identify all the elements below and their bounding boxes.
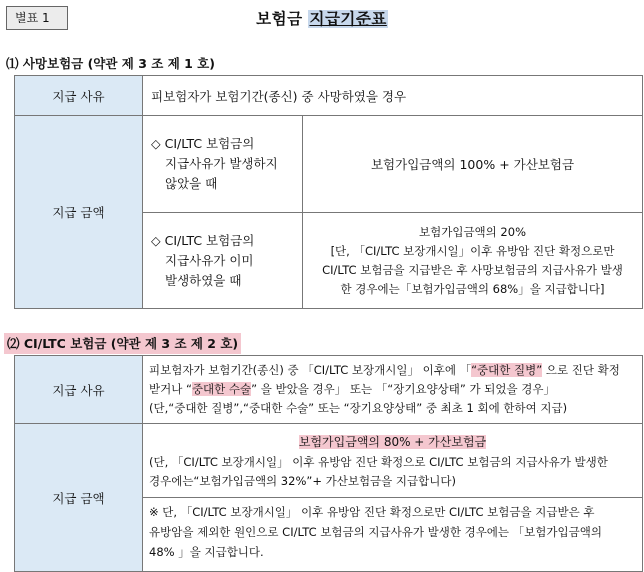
reason-label: 지급 사유 xyxy=(15,356,143,424)
reason-text xyxy=(143,356,643,424)
reason-line xyxy=(149,380,642,399)
highlight-critical-illness: “중대한 질병” xyxy=(471,363,543,377)
ci-ltc-benefit-table xyxy=(14,355,643,572)
amount-main: 보험가입금액의 80% + 가산보험금 xyxy=(298,435,487,449)
case2-cond-line: ◇ CI/LTC 보험금의 xyxy=(151,232,255,248)
case2-amount xyxy=(303,213,643,309)
reason-text: 피보험자가 보험기간(종신) 중 사망하였을 경우 xyxy=(143,76,643,116)
reason-text-part: ” 을 받았을 경우」 또는 「“장기요양상태” 가 되었을 경우」 xyxy=(251,382,555,396)
amount-label: 지급 금액 xyxy=(15,424,143,572)
title-prefix: 보험금 xyxy=(256,10,309,28)
case2-condition xyxy=(143,213,303,309)
case2-amount-line: 보험가입금액의 20% xyxy=(419,224,526,239)
title-highlight: 지급기준표 xyxy=(309,10,387,28)
reason-text-part: 으로 진단 확정 xyxy=(542,363,620,377)
footnote-line: 48% 」을 지급합니다. xyxy=(149,545,264,559)
reason-label: 지급 사유 xyxy=(15,76,143,116)
case1-cond-line: ◇ CI/LTC 보험금의 xyxy=(151,136,255,151)
reason-text-part: 피보험자가 보험기간(종신) 중 「CI/LTC 보장개시일」 이후에 「 xyxy=(149,363,472,377)
case1-condition xyxy=(143,116,303,213)
amount-note-line: (단, 「CI/LTC 보장개시일」 이후 유방암 진단 확정으로 CI/LTC 보험금의 지급사유가 발생한 xyxy=(149,455,608,469)
highlight-critical-surgery: 중대한 수술 xyxy=(191,382,252,396)
amount-label: 지급 금액 xyxy=(15,116,143,309)
case1-cond-line: 지급사유가 발생하지 xyxy=(165,156,278,171)
case1-amount: 보험가입금액의 100% + 가산보험금 xyxy=(303,116,643,213)
footnote-line: 유방암을 제외한 원인으로 CI/LTC 보험금의 지급사유가 발생한 경우에는 「보험가입금액의 xyxy=(149,525,602,539)
reason-line xyxy=(149,361,642,380)
case2-amount-line: [단, 「CI/LTC 보장개시일」이후 유방암 진단 확정으로만 xyxy=(330,243,615,258)
amount-note-line: 경우에는“보험가입금액의 32%”+ 가산보험금을 지급합니다) xyxy=(149,474,456,488)
reason-line: (단,“중대한 질병”,“중대한 수술” 또는 “장기요양상태” 중 최초 1 회에 한하여 지급) xyxy=(149,401,568,415)
case2-amount-line: 한 경우에는「보험가입금액의 68%」을 지급합니다] xyxy=(340,281,605,296)
case2-cond-line: 발생하였을 때 xyxy=(165,272,242,288)
footnote-line: ※ 단, 「CI/LTC 보장개시일」 이후 유방암 진단 확정으로만 CI/LTC 보험금을 지급받은 후 xyxy=(149,505,595,519)
death-benefit-table xyxy=(14,75,643,309)
case2-amount-line: CI/LTC 보험금을 지급받은 후 사망보험금의 지급사유가 발생 xyxy=(322,262,623,277)
case2-cond-line: 지급사유가 이미 xyxy=(165,252,254,268)
amount-note xyxy=(143,450,642,491)
section2-heading: ⑵ CI/LTC 보험금 (약관 제 3 조 제 2 호) xyxy=(4,333,241,354)
amount-cell xyxy=(143,424,643,572)
case1-cond-line: 않았을 때 xyxy=(165,176,218,191)
page-title xyxy=(0,7,644,29)
appendix-tag: 별표 1 xyxy=(6,6,68,30)
section1-heading: ⑴ 사망보험금 (약관 제 3 조 제 1 호) xyxy=(6,56,215,71)
footnote xyxy=(143,497,642,562)
reason-text-part: 받거나 “ xyxy=(149,382,192,396)
